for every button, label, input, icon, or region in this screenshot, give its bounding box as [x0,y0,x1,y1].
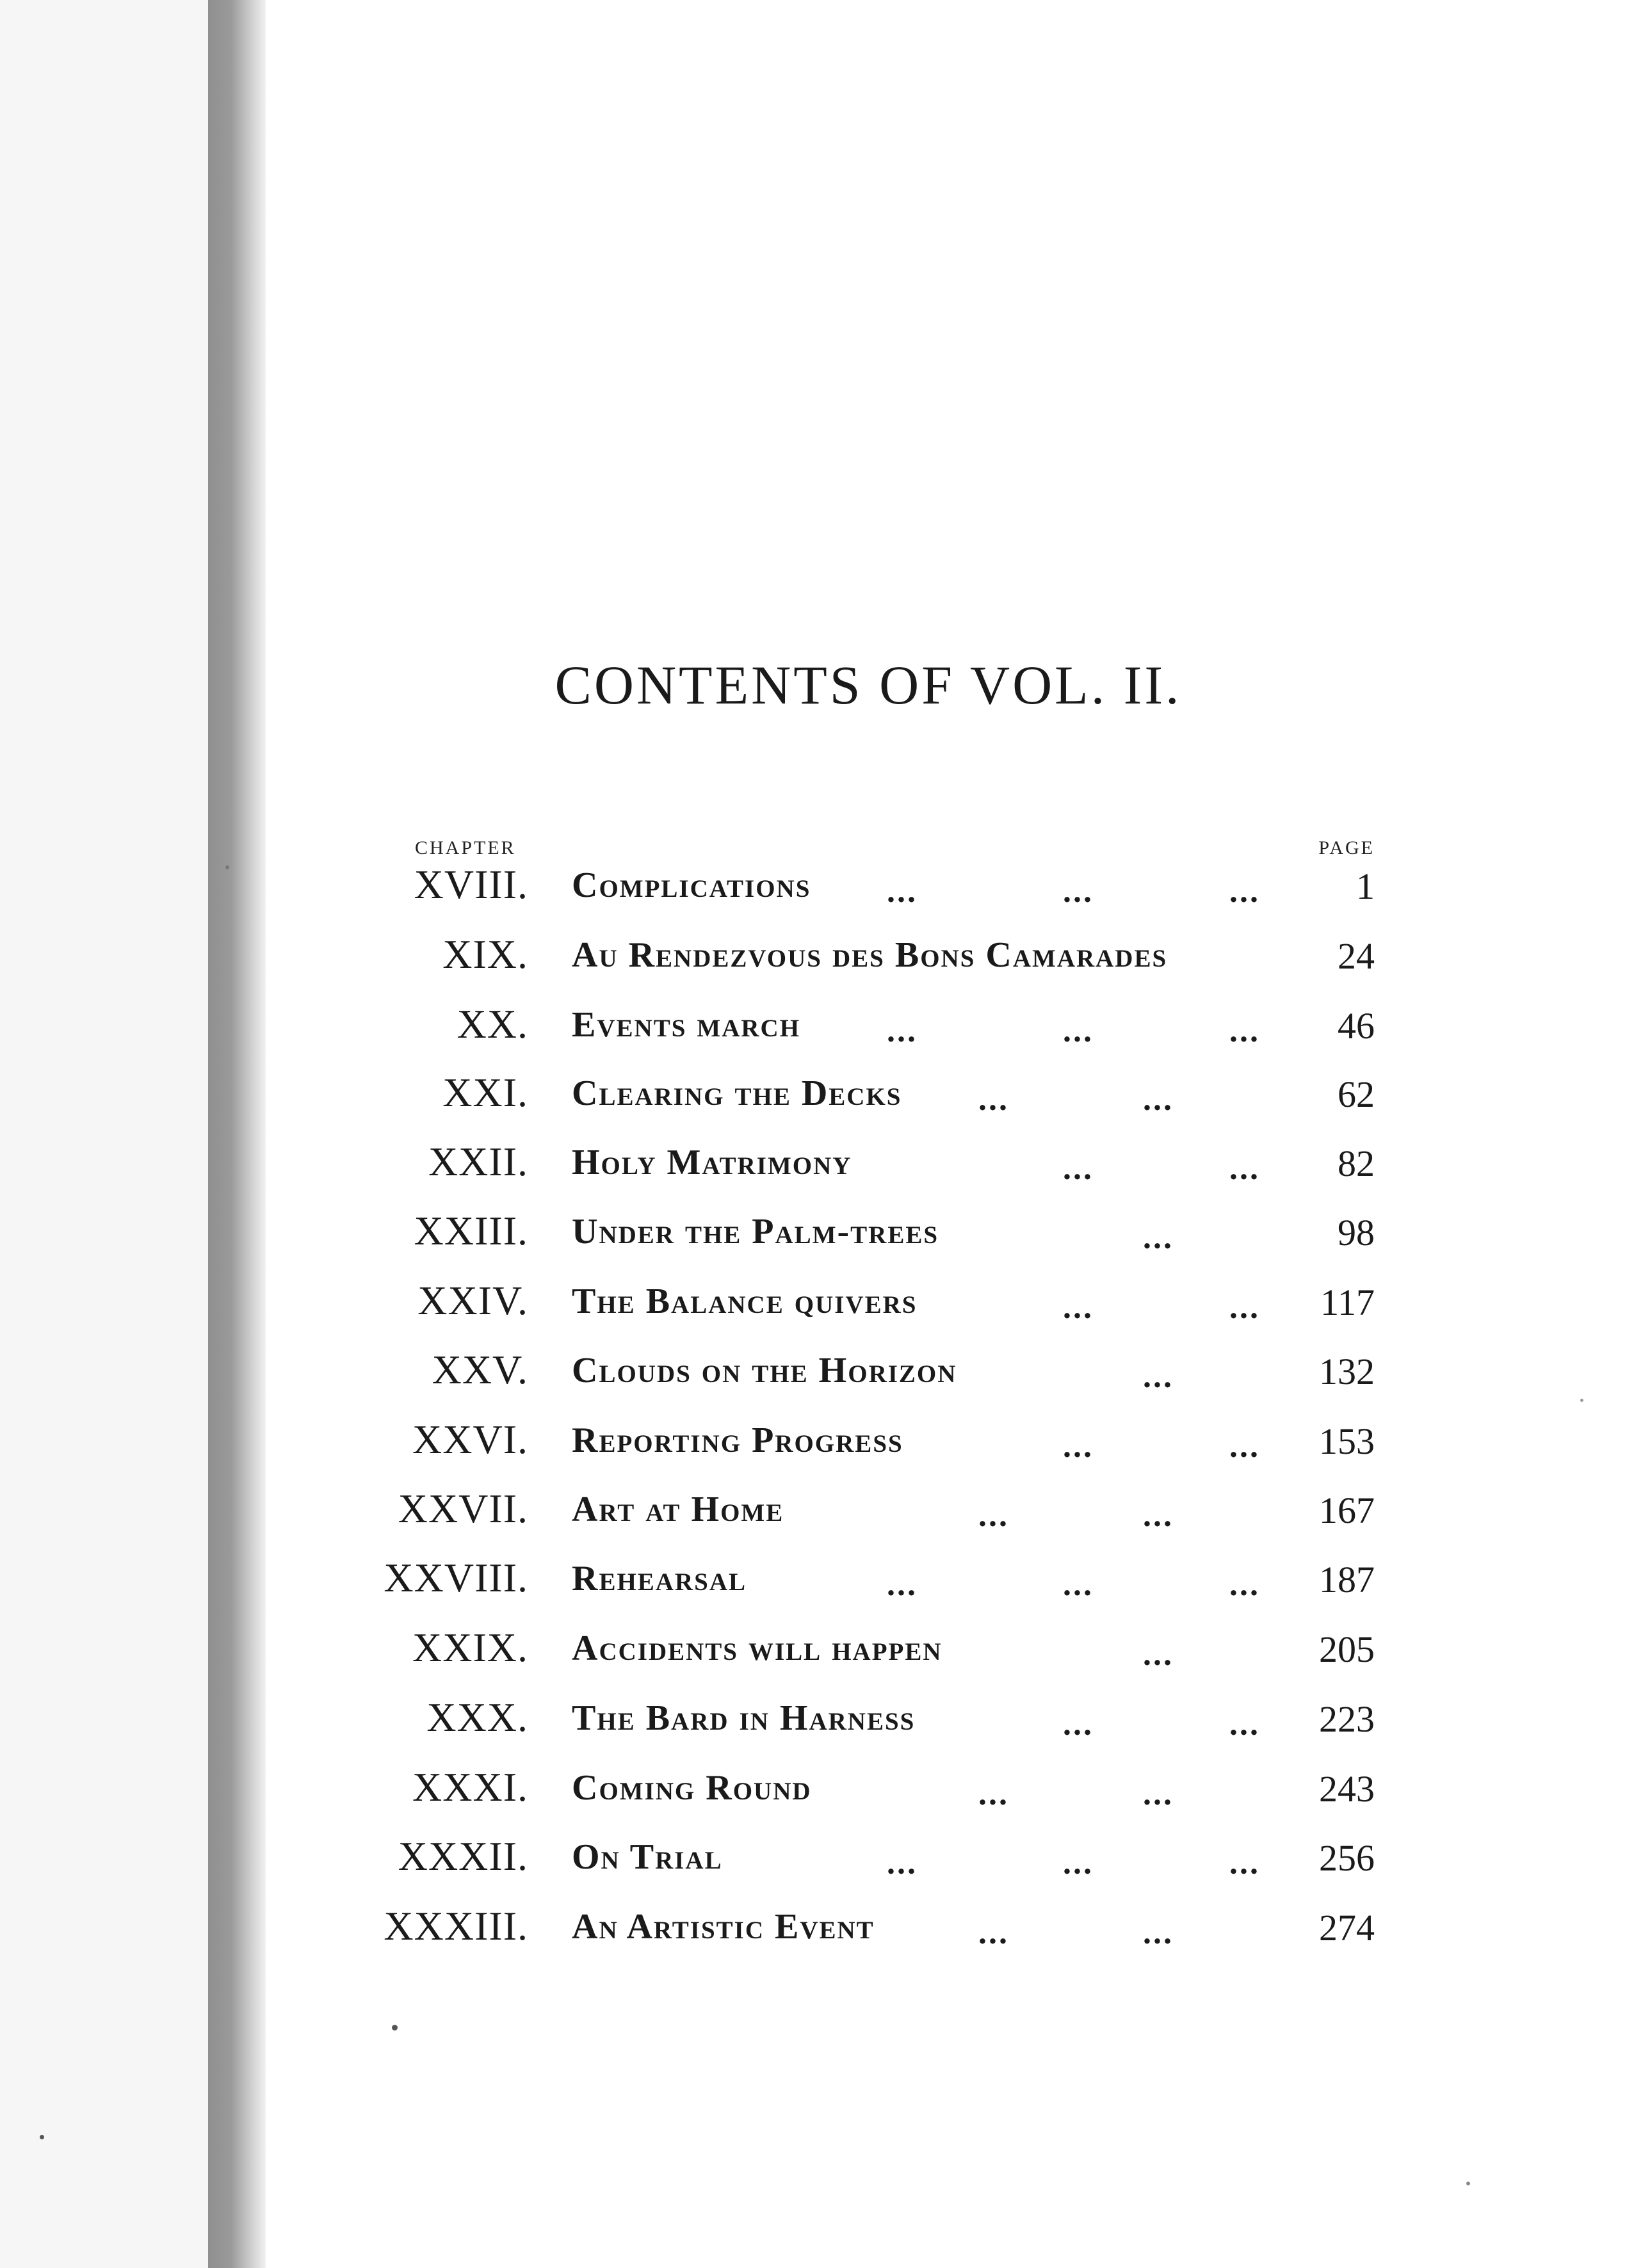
chapter-number: XXXI. [412,1764,528,1810]
chapter-number: XXXII. [398,1833,528,1879]
page-number: 98 [1338,1212,1375,1253]
chapter-title: The Bard in Harness [572,1698,916,1738]
chapter-title: Clouds on the Horizon [572,1351,957,1390]
dot-leader: ... [1229,1013,1260,1049]
chapter-number: XXIII. [414,1208,528,1253]
dot-leader: ... [1143,1219,1174,1256]
chapter-number: XX. [457,1001,528,1047]
dot-leader: ... [1063,1428,1094,1465]
paper-speck [392,2025,398,2031]
chapter-title: Coming Round [572,1768,812,1808]
chapter-title: Au Rendezvous des Bons Camarades [572,935,1168,975]
toc-entry [0,861,1634,925]
toc-entry [0,931,1634,995]
dot-leader: ... [978,1081,1009,1118]
dot-leader: ... [1063,1706,1094,1742]
page-number: 243 [1319,1768,1375,1810]
dot-leader: ... [1063,1150,1094,1187]
page-column-header: PAGE [1318,837,1375,858]
chapter-column-header: CHAPTER [415,837,516,858]
dot-leader: ... [978,1776,1009,1812]
dot-leader: ... [1063,1289,1094,1326]
dot-leader: ... [1143,1915,1174,1951]
toc-entry [0,1624,1634,1688]
page-number: 153 [1319,1420,1375,1462]
toc-entry [0,1138,1634,1202]
dot-leader: ... [887,873,918,910]
dot-leader: ... [887,1845,918,1881]
page-number: 82 [1338,1143,1375,1184]
chapter-title: Events march [572,1005,801,1045]
chapter-title: Holy Matrimony [572,1143,852,1182]
page-number: 24 [1338,935,1375,977]
chapter-number: XXVII. [398,1486,528,1531]
paper-speck [40,2135,44,2139]
chapter-title: Reporting Progress [572,1420,903,1460]
dot-leader: ... [978,1915,1009,1951]
chapter-title: Clearing the Decks [572,1074,902,1113]
chapter-number: XXV. [432,1347,528,1392]
page-number: 187 [1319,1559,1375,1600]
dot-leader: ... [1143,1497,1174,1534]
toc-entry [0,1554,1634,1618]
page-number: 117 [1320,1282,1375,1323]
toc-entry [0,1833,1634,1897]
toc-entry [0,1001,1634,1065]
dot-leader: ... [1229,1289,1260,1326]
page-number: 274 [1319,1907,1375,1949]
page-number: 46 [1338,1005,1375,1047]
chapter-number: XXIV. [417,1278,528,1323]
chapter-title: Complications [572,865,811,905]
page-number: 205 [1319,1629,1375,1670]
page-number: 132 [1319,1351,1375,1392]
paper-speck [1466,2182,1470,2185]
chapter-title: Under the Palm-trees [572,1212,939,1251]
dot-leader: ... [978,1497,1009,1534]
chapter-title: Rehearsal [572,1559,747,1598]
chapter-number: XVIII. [414,862,528,907]
page-title: CONTENTS OF VOL. II. [554,654,1182,716]
dot-leader: ... [1143,1776,1174,1812]
chapter-number: XXVIII. [384,1555,528,1600]
dot-leader: ... [1229,1150,1260,1187]
chapter-number: XXX. [426,1694,528,1740]
chapter-title: An Artistic Event [572,1907,875,1947]
page-number: 167 [1319,1490,1375,1531]
dot-leader: ... [1143,1636,1174,1673]
dot-leader: ... [1143,1081,1174,1118]
chapter-number: XXVI. [412,1417,528,1462]
toc-entry [0,1416,1634,1480]
dot-leader: ... [887,1566,918,1603]
toc-entry [0,1207,1634,1271]
chapter-title: On Trial [572,1837,723,1877]
chapter-number: XXIX. [412,1625,528,1670]
page-number: 62 [1338,1074,1375,1115]
dot-leader: ... [1143,1358,1174,1395]
dot-leader: ... [1229,1428,1260,1465]
page-number: 1 [1356,865,1375,907]
toc-entry [0,1902,1634,1966]
dot-leader: ... [1229,1845,1260,1881]
chapter-number: XIX. [442,931,528,977]
dot-leader: ... [1063,873,1094,910]
chapter-number: XXXIII. [384,1903,528,1949]
dot-leader: ... [1063,1566,1094,1603]
page-number: 223 [1319,1698,1375,1740]
chapter-title: Art at Home [572,1490,784,1529]
dot-leader: ... [1063,1013,1094,1049]
dot-leader: ... [1229,873,1260,910]
toc-entry [0,1485,1634,1549]
toc-entry [0,1069,1634,1133]
chapter-number: XXII. [428,1139,528,1184]
chapter-title: The Balance quivers [572,1282,918,1321]
toc-entry [0,1277,1634,1341]
toc-entry [0,1764,1634,1828]
dot-leader: ... [1229,1566,1260,1603]
dot-leader: ... [1229,1706,1260,1742]
page-number: 256 [1319,1837,1375,1879]
chapter-title: Accidents will happen [572,1629,942,1668]
dot-leader: ... [887,1013,918,1049]
toc-entry [0,1346,1634,1410]
chapter-number: XXI. [442,1070,528,1115]
toc-entry [0,1694,1634,1758]
dot-leader: ... [1063,1845,1094,1881]
